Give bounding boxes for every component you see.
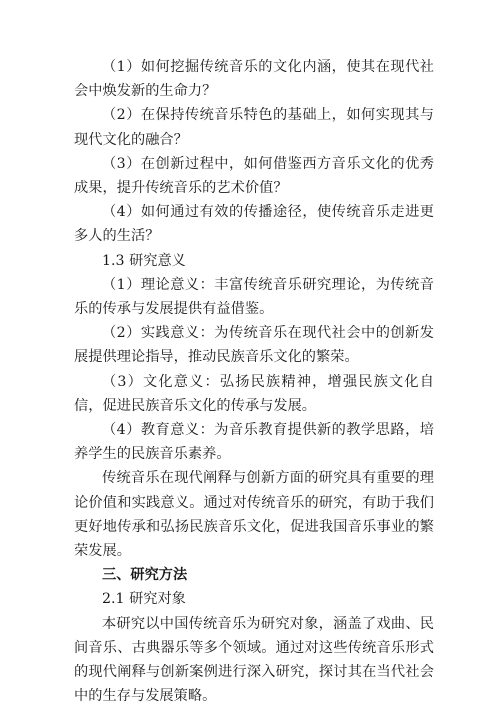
section-3-heading: 三、研究方法 [102,567,188,584]
research-question-2: （2）在保持传统音乐特色的基础上，如何实现其与现代文化的融合？ [74,107,434,148]
significance-practical: （2）实践意义：为传统音乐在现代社会中的创新发展提供理论指导，推动民族音乐文化的繁荣。 [74,325,434,366]
research-object-paragraph: 本研究以中国传统音乐为研究对象，涵盖了戏曲、民间音乐、古典器乐等多个领域。通过对这些传统音乐形式的现代阐释与创新案例进行深入研究，探讨其在当代社会中的生存与发展策略。 [74,615,434,705]
research-question-1: （1）如何挖掘传统音乐的文化内涵，使其在现代社会中焕发新的生命力？ [74,59,434,100]
section-2-1-heading: 2.1 研究对象 [102,591,186,608]
section-1-3-heading: 1.3 研究意义 [102,252,186,269]
research-question-4: （4）如何通过有效的传播途径，使传统音乐走进更多人的生活？ [74,204,434,245]
significance-educational: （4）教育意义：为音乐教育提供新的教学思路，培养学生的民族音乐素养。 [74,422,434,463]
significance-theoretical: （1）理论意义：丰富传统音乐研究理论，为传统音乐的传承与发展提供有益借鉴。 [74,276,434,318]
summary-paragraph: 传统音乐在现代阐释与创新方面的研究具有重要的理论价值和实践意义。通过对传统音乐的研究，有助于我们更好地传承和弘扬民族音乐文化，促进我国音乐事业的繁荣发展。 [74,470,434,560]
document-body [74,55,434,708]
research-question-3: （3）在创新过程中，如何借鉴西方音乐文化的优秀成果，提升传统音乐的艺术价值？ [74,155,434,197]
significance-cultural: （3）文化意义：弘扬民族精神，增强民族文化自信，促进民族音乐文化的传承与发展。 [74,373,434,414]
